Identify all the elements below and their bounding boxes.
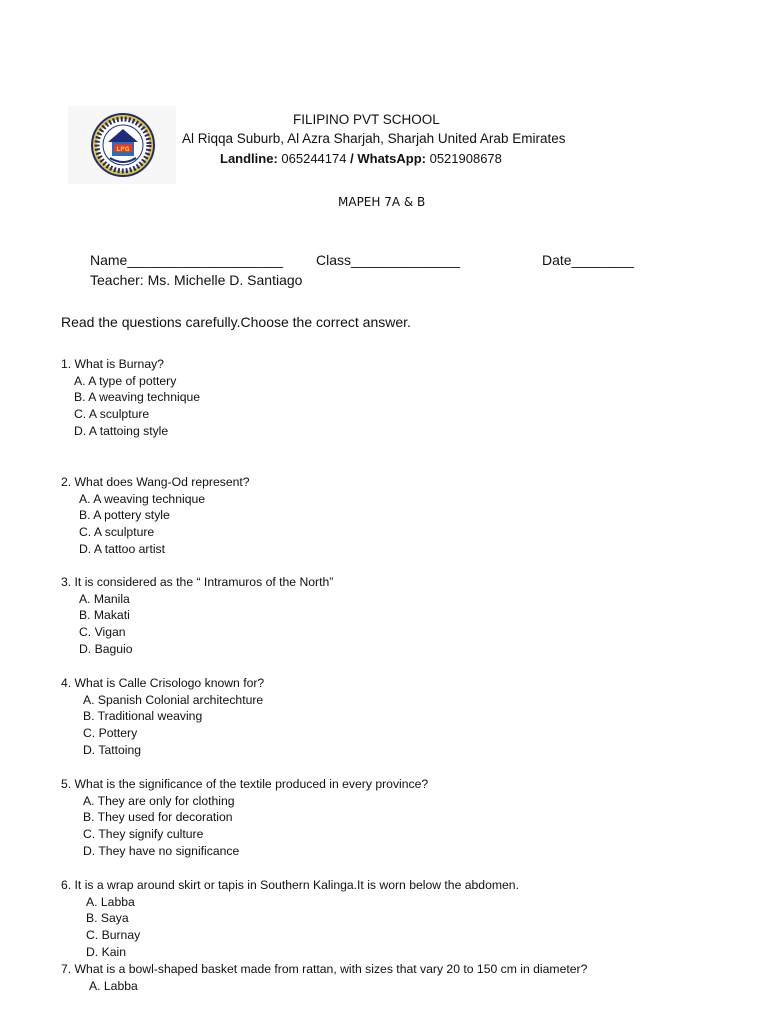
school-address: Al Riqqa Suburb, Al Azra Sharjah, Sharjah United Arab Emirates [182,131,566,146]
option-b: B. Saya [86,911,129,926]
option-d: D. Kain [86,944,126,959]
landline-label: Landline: [220,151,278,166]
option-d: D. They have no significance [83,843,240,858]
option-c: C. A sculpture [79,525,155,540]
option-a: A. A type of pottery [74,373,177,388]
question-text: 6. It is a wrap around skirt or tapis in Southern Kalinga.It is worn below the abdomen. [61,878,519,892]
question-3 [61,574,333,658]
option-a: A. They are only for clothing [83,793,235,808]
question-6 [61,877,519,961]
date-field: Date________ [542,252,634,268]
option-d: D. A tattoing style [74,423,169,438]
school-logo [68,106,176,184]
option-b: B. A pottery style [79,508,170,523]
option-d: D. A tattoo artist [79,541,166,556]
whatsapp-label: WhatsApp: [357,151,426,166]
whatsapp-number: 0521908678 [429,151,502,166]
contact-line [220,151,502,166]
question-5 [61,776,428,860]
option-b: B. They used for decoration [83,810,233,825]
option-c: C. A sculpture [74,407,150,422]
teacher-field: Teacher: Ms. Michelle D. Santiago [90,272,303,288]
option-b: B. Makati [79,608,130,623]
school-seal-icon [90,112,156,178]
instructions: Read the questions carefully.Choose the correct answer. [61,314,411,330]
option-d: D. Tattoing [83,742,142,757]
question-text: 3. It is considered as the “ Intramuros of the North” [61,575,334,589]
class-field: Class______________ [316,252,461,268]
question-2 [61,474,250,558]
subject-title: MAPEH 7A & B [338,195,426,209]
school-name: FILIPINO PVT SCHOOL [293,112,440,127]
option-a: A. Labba [89,978,138,993]
option-c: C. They signify culture [83,827,204,842]
question-text: 5. What is the significance of the textile produced in every province? [61,777,429,791]
option-b: B. Traditional weaving [83,709,203,724]
option-d: D. Baguio [79,641,133,656]
question-1 [61,356,200,440]
option-a: A. A weaving technique [79,491,206,506]
question-text: 2. What does Wang-Od represent? [61,475,250,489]
question-text: 7. What is a bowl-shaped basket made from rattan, with sizes that vary 20 to 150 cm in diameter? [61,962,588,976]
landline-number: 065244174 [281,151,347,166]
option-c: C. Burnay [86,928,141,943]
option-c: C. Pottery [83,726,138,741]
question-4 [61,675,264,759]
option-a: A. Spanish Colonial architechture [83,692,264,707]
svg-text:LPG: LPG [116,146,130,153]
name-field: Name____________________ [90,252,284,268]
option-b: B. A weaving technique [74,390,201,405]
option-c: C. Vigan [79,625,126,640]
option-a: A. Labba [86,894,135,909]
contact-separator: / [350,151,354,166]
question-7 [61,961,587,994]
option-a: A. Manila [79,591,130,606]
question-text: 1. What is Burnay? [61,357,164,371]
question-text: 4. What is Calle Crisologo known for? [61,676,265,690]
